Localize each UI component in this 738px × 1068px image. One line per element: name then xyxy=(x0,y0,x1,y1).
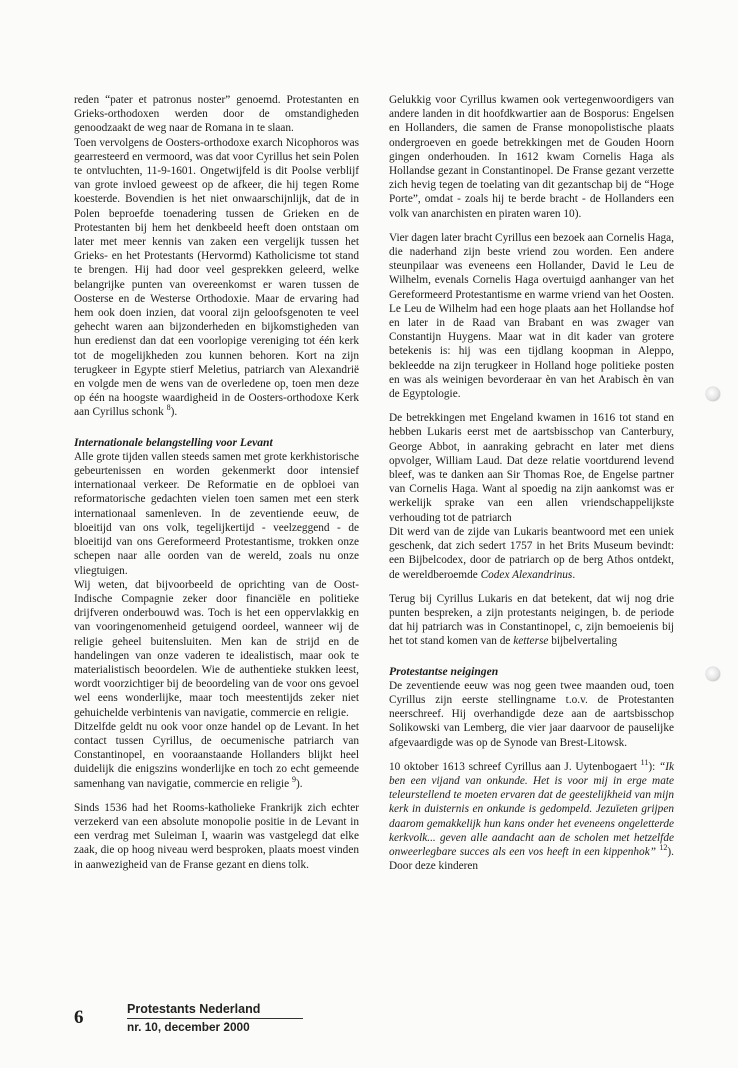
issue-label: nr. 10, december 2000 xyxy=(127,1020,250,1034)
right-column xyxy=(389,93,674,873)
left-column xyxy=(74,93,359,872)
paragraph: De betrekkingen met Engeland kwamen in 1616 tot stand en hebben Lukaris eerst met de aartsbisschop van Canterbury, George Abbot, in aanraking gebracht en later met diens opvolger, William Laud. Dat deze relatie voortdurend levend bleef, was te danken aan Sir Thomas Roe, de Engelse partner van Cornelis Haga. Want al spoedig na zijn aankomst was er werkelijk sprake van een allen vriendschappelijkste verhouding tot de patriarch xyxy=(389,412,674,524)
paragraph: Vier dagen later bracht Cyrillus een bezoek aan Cornelis Haga, die naderhand zijn beste vriend zou worden. Een andere steunpilaar was eveneens een Hollander, David le Leu de Wilhelm, evenals Cornelis Haga overtuigd aanhanger van het Gereformeerd Protestantisme en warme vriend van het Oosten. Le Leu de Wilhelm had een hoge plaats aan het Hollandse hof en later in de Raad van Brabant en was zwager van Constantijn Huygens. Maar wat in dit kader van grotere betekenis is: hij was een tijdlang koopman in Aleppo, bekleedde na zijn terugkeer in Holland hoge politieke posten en was als weinigen bevorderaar èn van het Arabisch èn van de Egyptologie. xyxy=(389,231,674,401)
binder-hole-icon xyxy=(706,667,720,681)
paragraph: Alle grote tijden vallen steeds samen met grote kerkhistorische gebeurtenissen en worden gekenmerkt door intensief internationaal verkeer. De Reformatie en de opbloei van reformatorische gedachten vielen toen samen met een sterk internationaal samenleven. In de zeventiende eeuw, de bloeitijd van ons volk, tegelijkertijd - veelzeggend - de bloeitijd van ons Gereformeerd Protestantisme, trokken onze schepen naar alle oorden van de wereld, zoals nu onze vliegtuigen. xyxy=(74,450,359,577)
paragraph: Terug bij Cyrillus Lukaris en dat betekent, dat wij nog drie punten bespreken, a zijn protestants neigingen, b. de periode dat hij patriarch was in Constantinopel, c, zijn bemoeienis bij het tot stand komen van de ketterse bijbelvertaling xyxy=(389,592,674,648)
footnote-marker: 12 xyxy=(659,843,668,853)
paragraph: Toen vervolgens de Oosters-orthodoxe exarch Nicophoros was gearresteerd en vermoord, was dat voor Cyrillus het sein Polen te ontvluchten, 11-9-1601. Ongetwijfeld is dit Poolse verblijf van grote invloed geweest op de afkeer, die hij tegen Rome koesterde. Bovendien is het niet onwaarschijnlijk, dat de in Polen beproefde toenadering tussen de Grieken en de Protestanten bij hem het denkbeeld heeft doen ontstaan om later met meer kennis van zaken een vergelijk tussen het Grieks- en het Protestants (Hervormd) Katholicisme tot stand te brengen. Hij had door veel gesprekken geleerd, welke belangrijke punten van overeenkomst er waren tussen de Oosterse en de Westerse Orthodoxie. Maar de ervaring had hem ook doen inzien, dat vooral zijn geloofsgenoten te veel gehecht waren aan bijzonderheden en bijkomstigheden van hun eredienst dan dat een voorlopige vereniging tot één kerk tot de mogelijkheden zou kunnen behoren. Kort na zijn terugkeer in Egypte stierf Meletius, patriarch van Alexandrië en volgde men de wens van de overledene op, toen men deze op één na hoogste waardigheid in de Oosters-orthodoxe Kerk aan Cyrillus schonk $^8$). xyxy=(74,136,359,419)
section-heading: Internationale belangstelling voor Levant xyxy=(74,435,273,449)
paragraph: reden “pater et patronus noster” genoemd. Protestanten en Grieks-orthodoxen werden door de omstandigheden genoodzaakt de weg naar de Romana in te slaan. xyxy=(74,94,359,135)
paragraph: Gelukkig voor Cyrillus kwamen ook vertegenwoordigers van andere landen in dit hoofdkwartier aan de Bosporus: Engelsen en Hollanders, die samen de Franse monopolistische plaats ondergroeven en goede betrekkingen met de Gouden Hoorn gingen onderhouden. In 1612 kwam Cornelis Haga als Hollandse gezant in Constantinopel. De Franse gezant verzette zich hevig tegen de toelating van dit gezantschap bij de “Hoge Porte”, omdat - zoals hij te berde bracht - de Hollanders een volk van anarchisten en piraten waren 10). xyxy=(389,94,674,220)
paragraph: Ditzelfde geldt nu ook voor onze handel op de Levant. In het contact tussen Cyrillus, de oecumenische patriarch van Constantinopel, en vooraanstaande Hollanders blijkt heel duidelijk die enigszins wonderlijke en toch zo echt gemeende samenhang van navigatie, commercie en religie $^9$). xyxy=(74,720,359,790)
paragraph: Dit werd van de zijde van Lukaris beantwoord met een uniek geschenk, dat zich sedert 1757 in het Brits Museum bevindt: een Bijbelcodex, door de patriarch op de berg Athos ontdekt, de wereldberoemde Codex Alexandrinus. xyxy=(389,525,674,581)
page-number: 6 xyxy=(74,1007,84,1028)
footnote-marker: 8 xyxy=(166,403,171,413)
footnote-marker: 9 xyxy=(292,774,297,784)
paragraph: Wij weten, dat bijvoorbeeld de oprichting van de Oost-Indische Compagnie zeker door financiële en politieke drijfveren onderbouwd was. Toch is het een oppervlakkig en van vooringenomenheid getuigend oordeel, wanneer wij de religie geheel buitensluiten. Men kan de strijd en de handelingen van onze vaderen te idealistisch, maar ook te materialistisch beoordelen. Wie de authentieke stukken leest, wordt voorzichtiger bij de beoordeling van de voor ons gevoel wel eens wonderlijke, maar toch meestentijds zeker niet gehuichelde verbintenis van navigatie, commercie en religie. xyxy=(74,578,359,719)
paragraph: De zeventiende eeuw was nog geen twee maanden oud, toen Cyrillus zijn eerste stellingname t.o.v. de Protestanten neerschreef. Hij overhandigde deze aan de aartsbisschop Solikowski van Lemberg, die vier jaar daarvoor de pauselijke afgevaardigde was op de Synode van Brest-Litowsk. xyxy=(389,679,674,749)
paragraph: Sinds 1536 had het Rooms-katholieke Frankrijk zich echter verzekerd van een absolute monopolie positie in de Levant in een verdrag met Suleiman I, waarin was vastgelegd dat elke zaak, die op hoog niveau werd besproken, plaats moest vinden in aanwezigheid van de Franse gezant en diens tolk. xyxy=(74,801,359,871)
section-heading: Protestantse neigingen xyxy=(389,664,499,678)
magazine-title: Protestants Nederland xyxy=(127,1002,303,1019)
binder-hole-icon xyxy=(706,387,720,401)
footnote-marker: 11 xyxy=(640,757,649,767)
paragraph: 10 oktober 1613 schreef Cyrillus aan J. Uytenbogaert $^{11}$): “Ik ben een vijand van onkunde. Het is voor mij in erge mate teleurstellend te moeten ervaren dat de geestelijkheid van mijn kerk in duisternis en onkunde is gedompeld. Jezuïeten grijpen daarom gemakkelijk hun kans onder het eveneens ongeletterde kerkvolk... geven alle aandacht aan de scholen met hetzelfde onweerlegbare succes als een vos heeft in een kippenhok” $^{12}$). Door deze kinderen xyxy=(389,757,675,873)
